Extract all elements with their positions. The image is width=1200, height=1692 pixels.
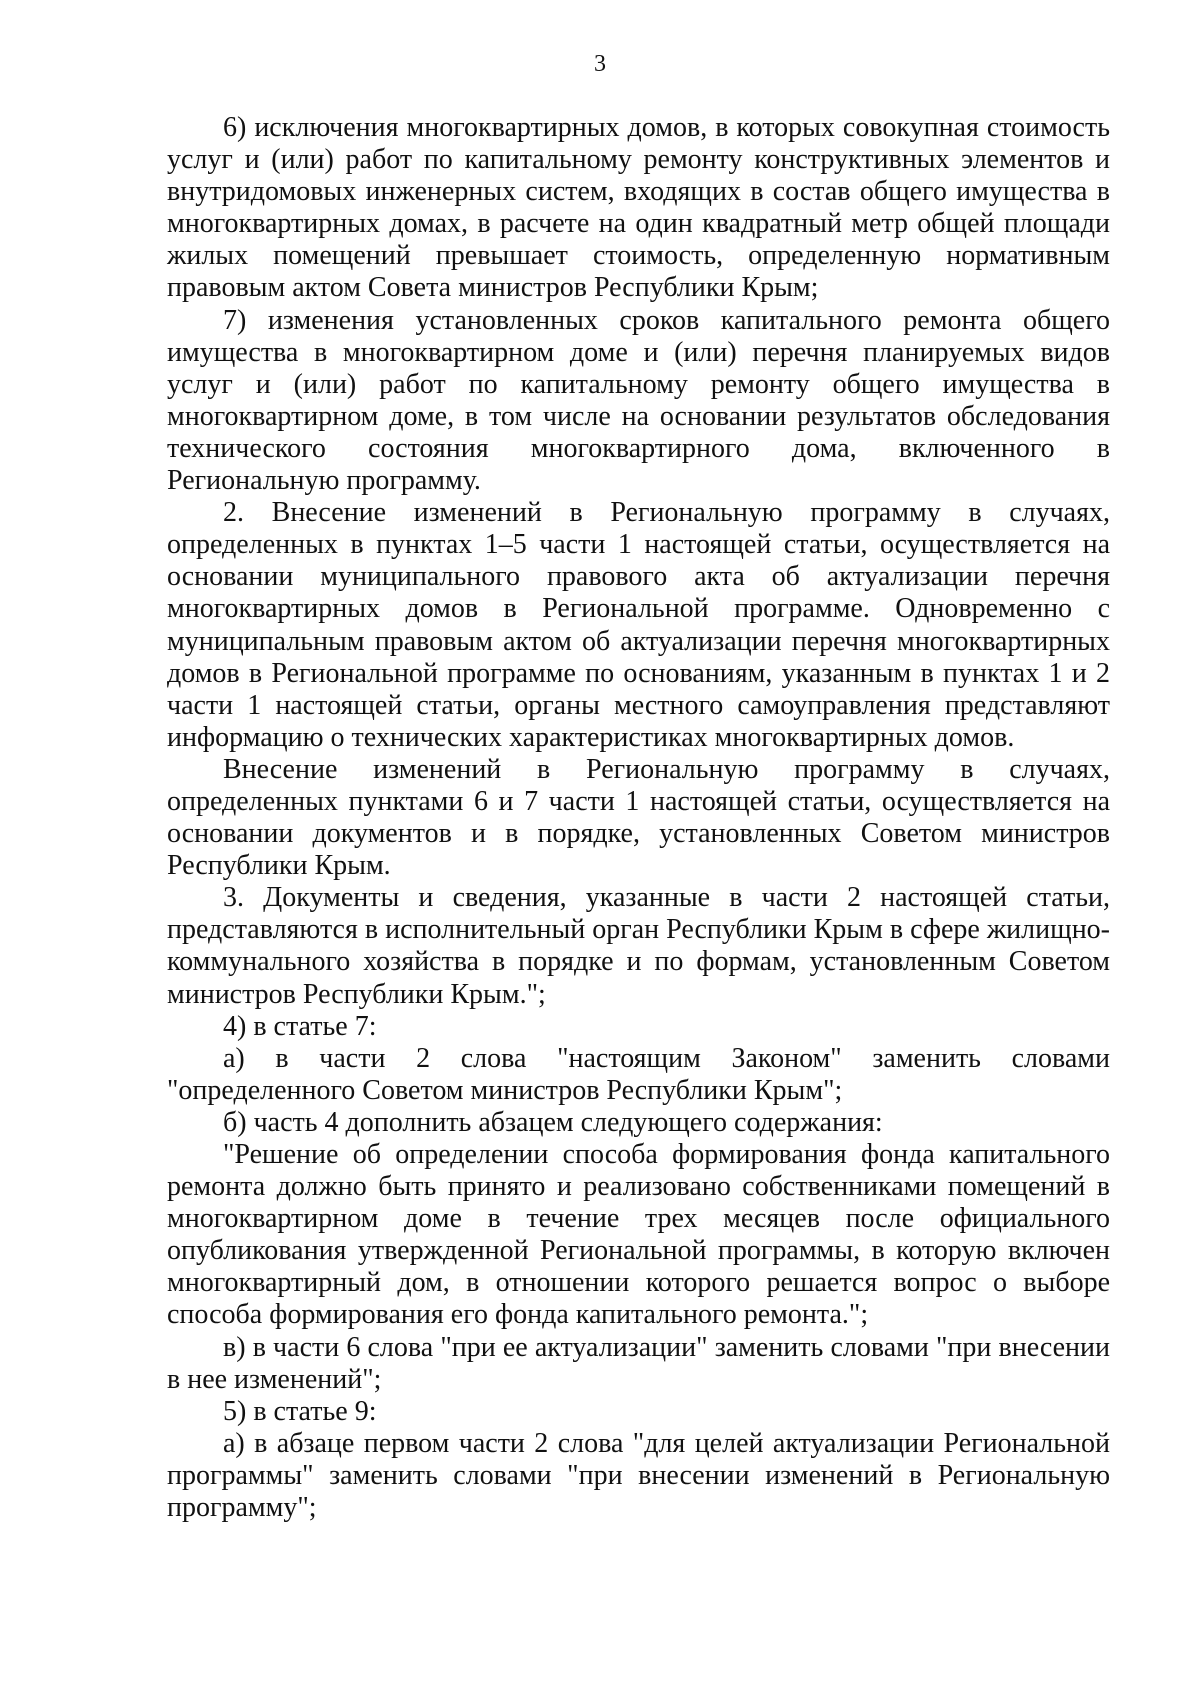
paragraph-item-5a: а) в абзаце первом части 2 слова "для целей актуализации Региональной программы" заменить словами "при внесении изменений в Региональную программу"; xyxy=(167,1427,1110,1524)
paragraph-part-3: 3. Документы и сведения, указанные в части 2 настоящей статьи, представляются в исполнительный орган Республики Крым в сфере жилищно-коммунального хозяйства в порядке и по формам, установленным Советом министров Республики Крым."; xyxy=(167,882,1110,1010)
paragraph-part-2: 2. Внесение изменений в Региональную программу в случаях, определенных в пунктах 1–5 части 1 настоящей статьи, осуществляется на основании муниципального правового акта об актуализации перечня многоквартирных домов в Региональной программе. Одновременно с муниципальным правовым актом об актуализации перечня многоквартирных домов в Региональной программе по основаниям, указанным в пунктах 1 и 2 части 1 настоящей статьи, органы местного самоуправления представляют информацию о технических характеристиках многоквартирных домов. xyxy=(167,497,1110,753)
paragraph-item-4b-quote: "Решение об определении способа формирования фонда капитального ремонта должно быть принято и реализовано собственниками помещений в многоквартирном доме в течение трех месяцев после официального опубликования утвержденной Региональной программы, в которую включен многоквартирный дом, в отношении которого решается вопрос о выборе способа формирования его фонда капитального ремонта."; xyxy=(167,1139,1110,1331)
page-number: 3 xyxy=(594,51,606,77)
paragraph-item-6: 6) исключения многоквартирных домов, в которых совокупная стоимость услуг и (или) работ по капитальному ремонту конструктивных элементов и внутридомовых инженерных систем, входящих в состав общего имущества в многоквартирных домах, в расчете на один квадратный метр общей площади жилых помещений превышает стоимость, определенную нормативным правовым актом Совета министров Республики Крым; xyxy=(167,112,1110,304)
paragraph-item-5-heading: 5) в статье 9: xyxy=(223,1395,377,1427)
paragraph-item-4-heading: 4) в статье 7: xyxy=(223,1010,377,1042)
paragraph-item-7: 7) изменения установленных сроков капитального ремонта общего имущества в многоквартирном доме и (или) перечня планируемых видов услуг и (или) работ по капитальному ремонту общего имущества в многоквартирном доме, в том числе на основании результатов обследования технического состояния многоквартирного дома, включенного в Региональную программу. xyxy=(167,304,1110,497)
document-body xyxy=(167,112,1110,1524)
paragraph-item-4a: а) в части 2 слова "настоящим Законом" заменить словами "определенного Советом министров Республики Крым"; xyxy=(167,1042,1110,1106)
paragraph-item-4v: в) в части 6 слова "при ее актуализации" заменить словами "при внесении в нее изменений"; xyxy=(167,1331,1110,1395)
paragraph-item-4b: б) часть 4 дополнить абзацем следующего содержания: xyxy=(223,1106,883,1138)
paragraph-part-2-continued: Внесение изменений в Региональную программу в случаях, определенных пунктами 6 и 7 части 1 настоящей статьи, осуществляется на основании документов и в порядке, установленных Советом министров Республики Крым. xyxy=(167,753,1110,882)
